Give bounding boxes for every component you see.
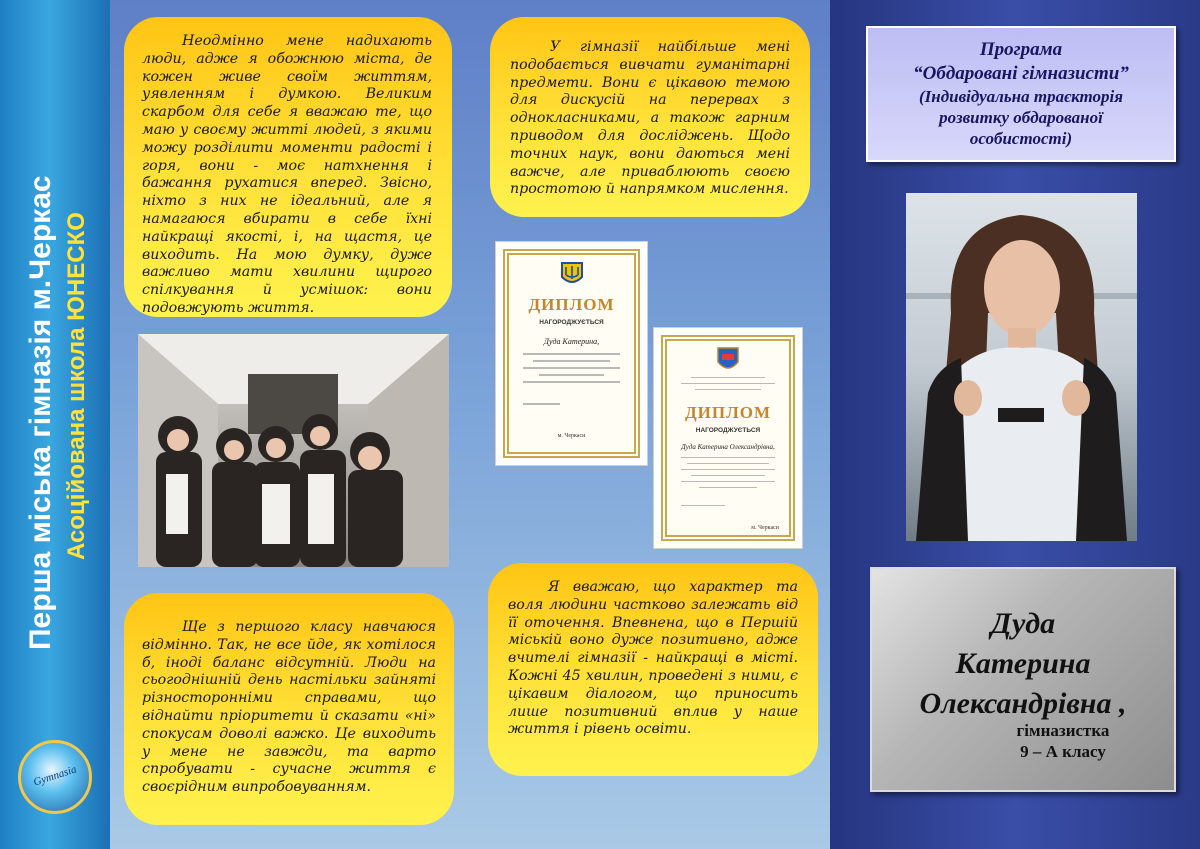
- school-title: Перша міська гімназія м.Черкас: [24, 175, 57, 650]
- bubble-text: Ще з першого класу навчаюся відмінно. Так, не все йде, як хотілося б, іноді баланс відсутній. Люди на сьогоднішній день настільки зайняті різносторонніми справами, що віднайти пріоритети й сказати «ні» спокусам доволі важко. Це виходить у мене не завжди, та варто спробувати - сучасне життя є своєрідним випробовуванням.: [142, 619, 436, 796]
- bubble-text: У гімназії найбільше мені подобається вивчати гуманітарні предмети. Вони є цікавою темою для дискусій на перервах з однокласниками, а також гарним приводом для досліджень. Щодо точних наук, вони даються мені важче, але приваблюють своєю простотою й напрямком мислення.: [510, 39, 790, 198]
- program-name: “Обдаровані гімназисти”: [913, 63, 1129, 84]
- text-bubble-subjects: [490, 17, 810, 217]
- diploma-frame: [503, 249, 640, 458]
- group-photo-image: [138, 334, 449, 567]
- program-description-line-1: (Індивідуальна траєкторія: [918, 87, 1123, 106]
- text-bubble-character: [488, 563, 818, 776]
- diploma-frame: [661, 335, 795, 541]
- bubble-text: Неодмінно мене надихають люди, адже я обожнюю міста, де кожен живе своїм життям, уявленням і думкою. Великим скарбом для себе я вважаю те, що маю у своєму житті людей, з якими можу розділити моменти радості і горя, вони - моє натхнення і бажання рухатися вперед. Звісно, ніхто з них не ідеальний, але я намагаюся вбирати в себе їхні найкращі якості, і, на щастя, це виходить. На мою думку, дуже важливо мати хвилини щирого спілкування й усмішок: вони подовжують життя.: [142, 33, 432, 316]
- diploma-recipient: Дуда Катерина Олександрівна,: [681, 443, 775, 451]
- text-bubble-studies: [124, 593, 454, 825]
- group-photo: [138, 334, 449, 567]
- student-portrait-image: [906, 193, 1137, 541]
- program-title-box: [866, 26, 1176, 162]
- trident-emblem-icon: [560, 261, 584, 287]
- diploma-recipient: Дуда Катерина,: [543, 337, 600, 346]
- diploma-header-lines: [681, 377, 775, 395]
- diploma-city: м. Черкаси: [557, 433, 586, 439]
- program-description-line-2: розвитку обдарованої: [939, 108, 1103, 127]
- unesco-subtitle: Асоційована школа ЮНЕСКО: [63, 212, 90, 560]
- program-description-line-3: особистості): [969, 129, 1073, 148]
- program-label: Програма: [979, 39, 1063, 60]
- emblem-label: Gymnasia: [31, 763, 79, 789]
- diploma-title: ДИПЛОМ: [528, 295, 615, 314]
- text-bubble-inspiration: [124, 17, 452, 317]
- diploma-award-label: НАГОРОДЖУЄТЬСЯ: [695, 427, 761, 434]
- student-patronymic: Олександрівна ,: [919, 687, 1127, 720]
- student-surname: Дуда: [990, 607, 1056, 640]
- student-role: гімназистка: [1016, 721, 1110, 740]
- student-class: 9 – А класу: [1020, 742, 1106, 761]
- diploma-text-lines: [523, 353, 620, 388]
- bubble-text: Я вважаю, що характер та воля людини частково залежать від її оточення. Впевнена, що в Першій міській воно дуже позитивно, адже вчителі гімназії - найкращі в місті. Кожні 45 хвилин, проведені з ними, є цікавим діалогом, що приносить лише позитивний вплив у наше життя і рівень освіти.: [508, 579, 798, 738]
- diploma-signature-lines: [523, 403, 620, 410]
- diploma-city: м. Черкаси: [751, 525, 779, 531]
- diploma-text-lines: [681, 457, 775, 493]
- student-first-name: Катерина: [955, 647, 1091, 680]
- city-coat-of-arms-icon: [717, 347, 739, 373]
- student-portrait: [906, 193, 1137, 541]
- diploma-award-label: НАГОРОДЖУЄТЬСЯ: [539, 319, 604, 326]
- diploma-certificate-2: [653, 327, 803, 549]
- diploma-certificate-1: [495, 241, 648, 466]
- diploma-title: ДИПЛОМ: [684, 403, 772, 422]
- student-name-plate: [870, 567, 1176, 792]
- diploma-signature-lines: [681, 505, 775, 511]
